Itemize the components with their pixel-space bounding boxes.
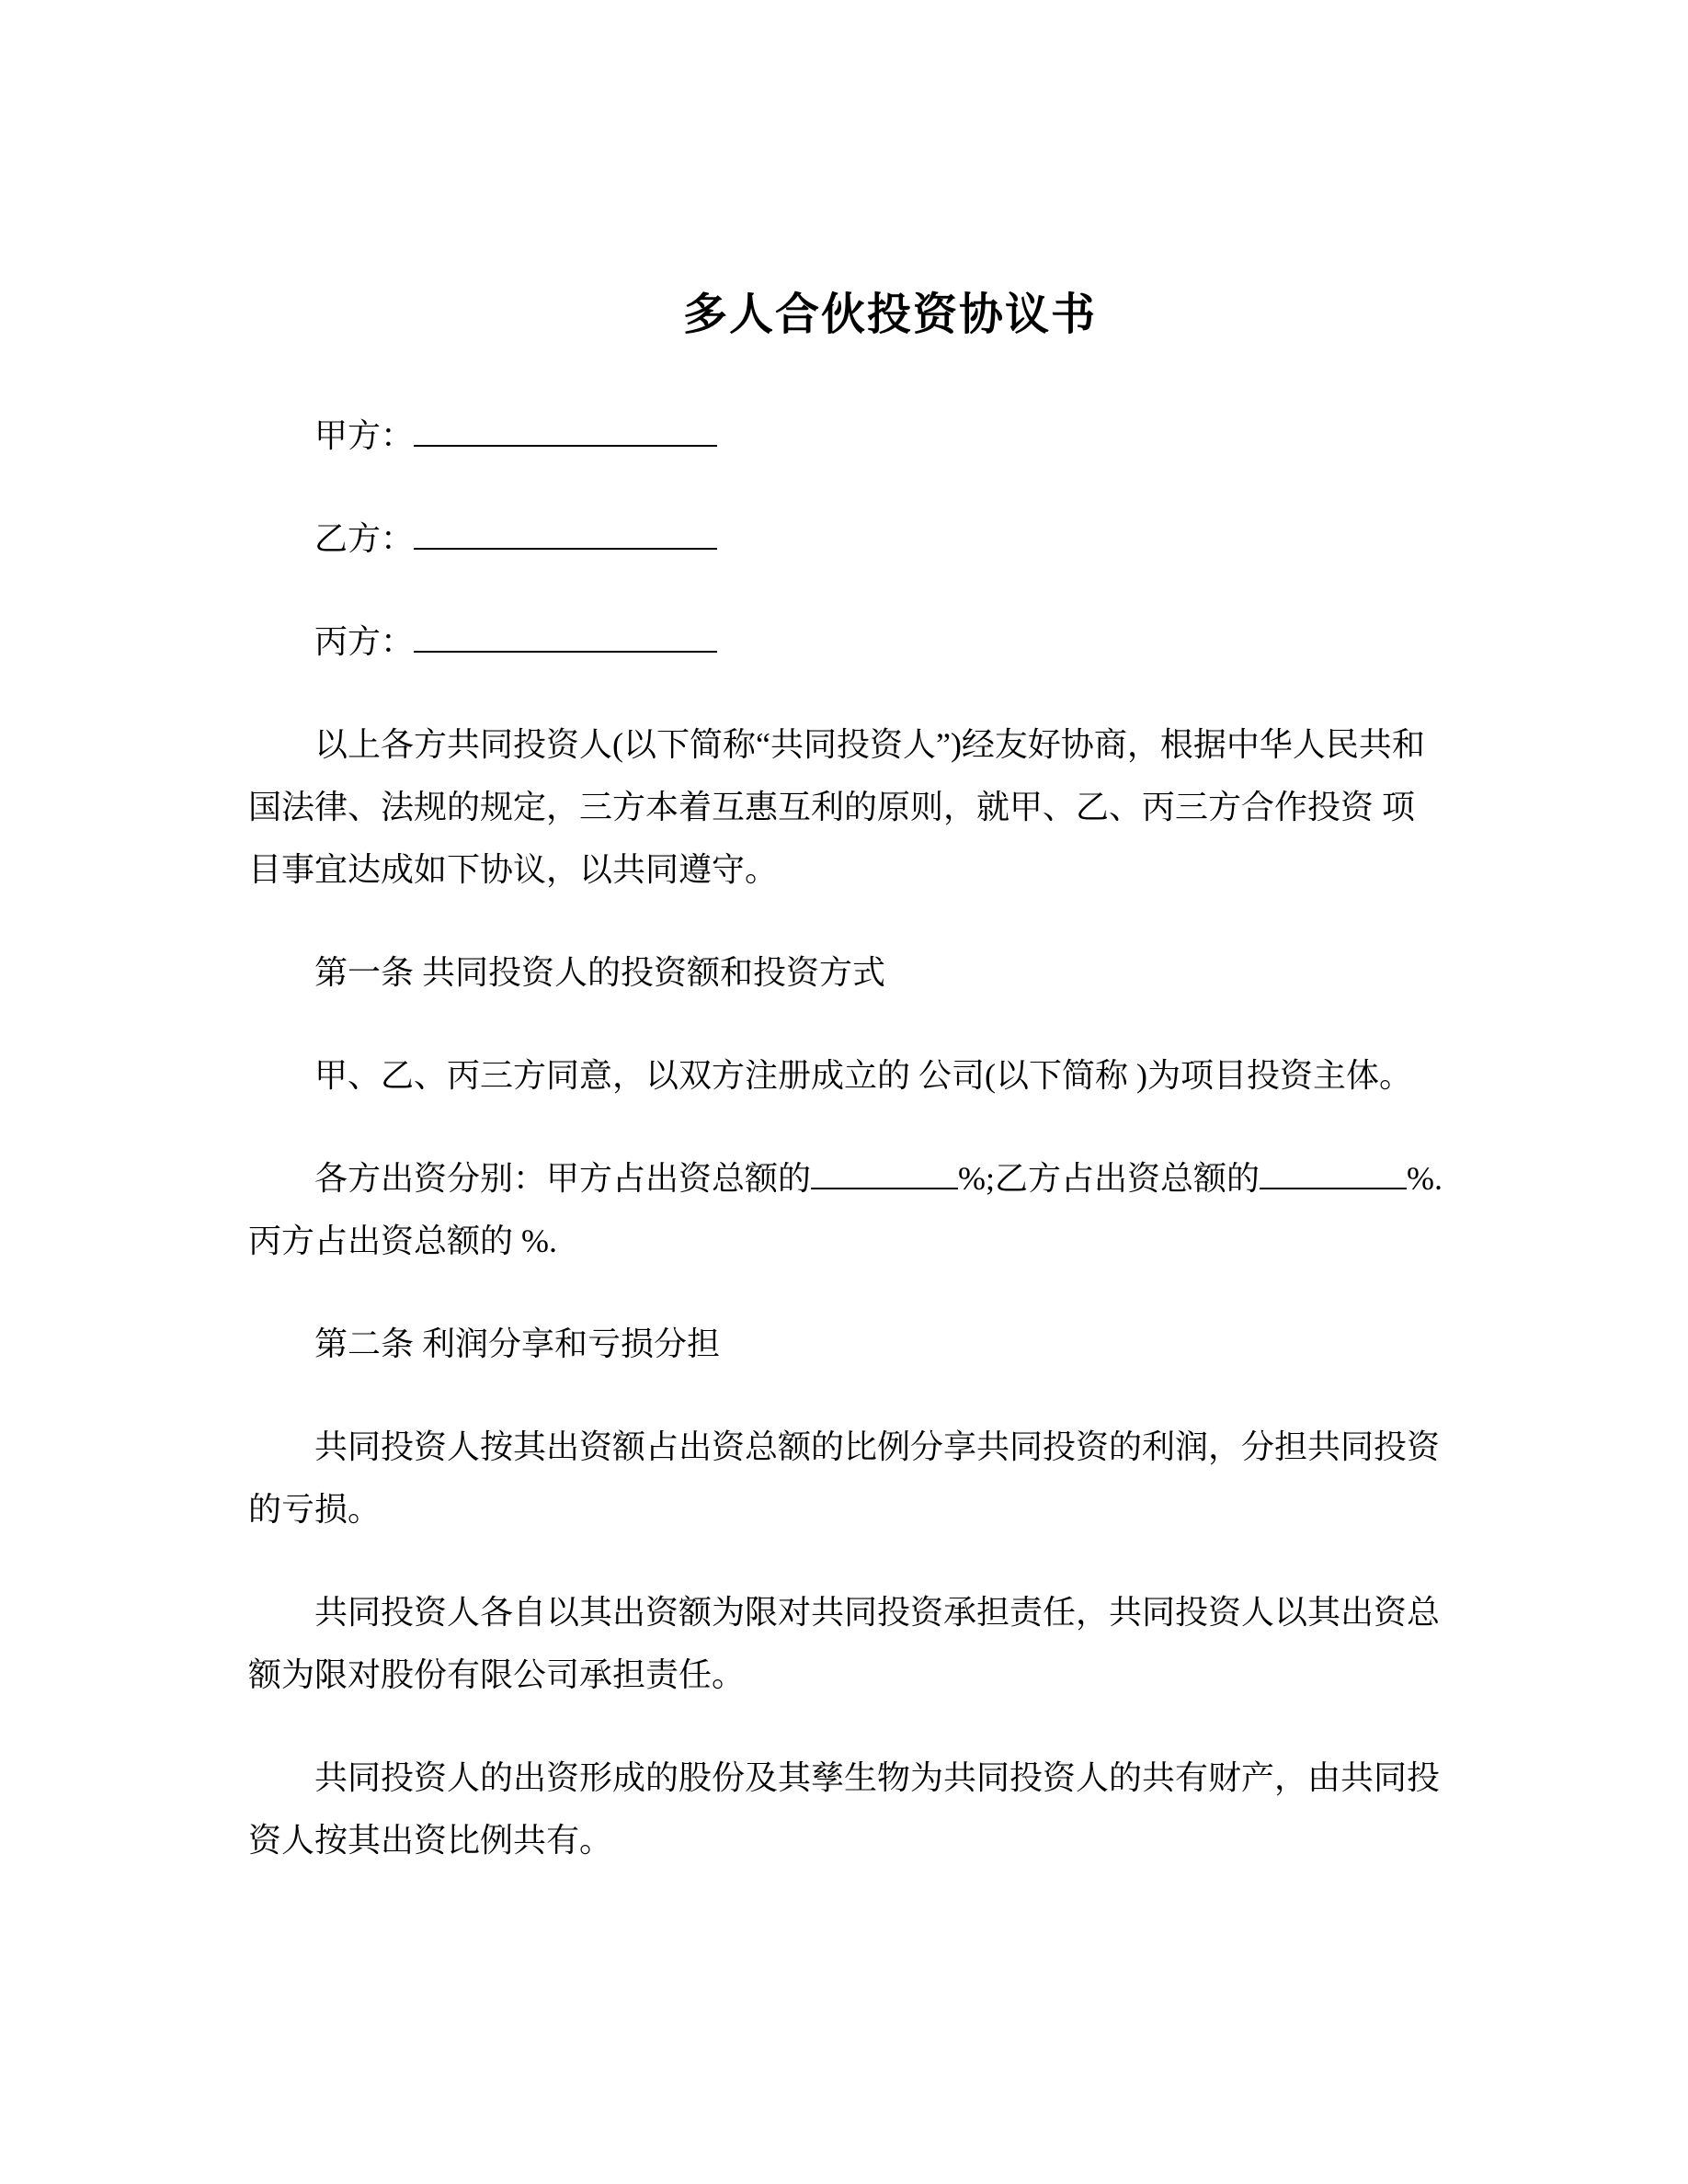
document-content (248, 0, 1443, 1912)
article1-contribution-paragraph (248, 1147, 1443, 1272)
article2-profit-paragraph: 共同投资人按其出资额占出资总额的比例分享共同投资的利润，分担共同投资的亏损。 (248, 1428, 1441, 1528)
article2-property-paragraph: 共同投资人的出资形成的股份及其孳生物为共同投资人的共有财产，由共同投资人按其出资比例共有。 (248, 1759, 1441, 1859)
party-name-blank-line (414, 410, 717, 447)
party-line-jiafang (248, 404, 1443, 467)
contribution-segment-2: %;乙方占出资总额的 (958, 1160, 1260, 1197)
party-label-jiafang: 甲方： (314, 417, 415, 454)
party-label-yifang: 乙方： (314, 520, 415, 557)
party-line-bingfang (248, 610, 1443, 673)
party-label-bingfang: 丙方： (314, 623, 415, 660)
party-name-blank-line (414, 616, 717, 653)
party-line-yifang (248, 507, 1443, 570)
document-title: 多人合伙投资协议书 (682, 290, 1097, 339)
intro-paragraph: 以上各方共同投资人(以下简称“共同投资人”)经友好协商，根据中华人民共和国法律、法规的规定，三方本着互惠互利的原则，就甲、乙、丙三方合作投资 项目事宜达成如下协议，以共同遵守。 (248, 726, 1425, 888)
contribution-segment-1: 各方出资分别：甲方占出资总额的 (314, 1160, 812, 1197)
percentage-blank-line (811, 1153, 958, 1189)
article2-heading: 第二条 利润分享和亏损分担 (314, 1325, 721, 1362)
party-name-blank-line (414, 513, 717, 550)
percentage-blank-line (1260, 1153, 1407, 1189)
article2-liability-paragraph: 共同投资人各自以其出资额为限对共同投资承担责任，共同投资人以其出资总额为限对股份有限公司承担责任。 (248, 1594, 1441, 1693)
article1-entity-paragraph: 甲、乙、丙三方同意，以双方注册成立的 公司(以下简称 )为项目投资主体。 (314, 1057, 1412, 1094)
contribution-segment-3: %. 丙方占出资总额的 %. (248, 1160, 1443, 1259)
article1-heading: 第一条 共同投资人的投资额和投资方式 (314, 954, 886, 991)
